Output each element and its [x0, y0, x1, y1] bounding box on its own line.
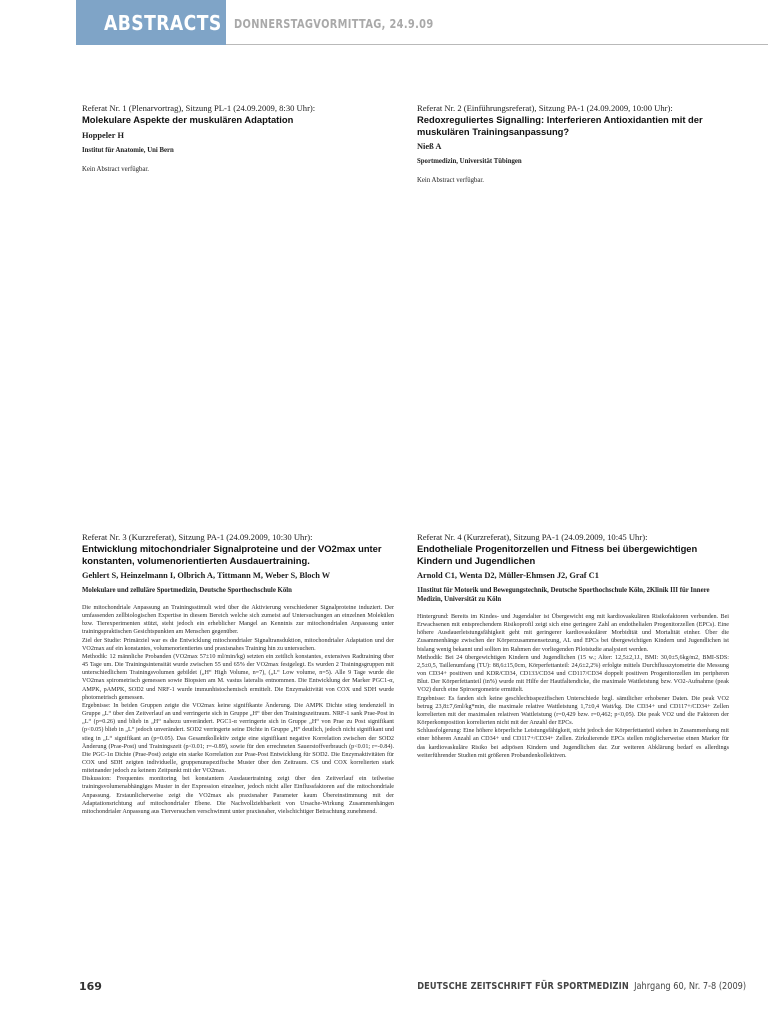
body-paragraph: Die mitochondriale Anpassung an Trainingsstimuli wird über die Aktivierung verschiedener Signalproteine induziert. Der umfassenden zellbiologischen Expertise in diesem Bereich welche sich zumeist auf Untersuchungen an einzelnen Molekülen bzw. Tierexperimenten stützt, steht jedoch ein erheblicher Mangel an Kenntnis zur mitochondrialen Anpassung unter trainingspraktischen Gesichtspunkten am Menschen gegenüber. — [82, 605, 394, 636]
abstract-note: Kein Abstract verfügbar. — [82, 165, 150, 173]
body-paragraph: Methodik: 12 männliche Probanden (VO2max 57±10 ml/min/kg) setzten ein zeitlich konstantes, extensives Radtraining über 45 Tage um. Die Trainingsintensität wurde zwischen 55 und 65% der VO2max festgelegt. Es wurden 2 Trainingsgruppen mit unterschiedlichem Trainingsvolumen gebildet („H“ High Volume, n=7), („L“ Low volume, n=5). Alle 9 Tage wurde die VO2max spirometrisch gemessen sowie Biopsien am M. vastus lateralis entnommen. Die Entwicklung der Marker PGC1-α, AMPK, pAMPK, SOD2 und NRF-1 wurde immunhistochemisch ermittelt. Die Enzymaktivität von COX und SDH wurde photometrisch gemessen. — [82, 653, 394, 701]
body-paragraph: Diskussion: Frequentes monitoring bei konstantem Ausdauertraining zeigt über den Zeitverlauf ein teilweise trainingsvolumenabhängiges Muster in der Expression einzelner, jedoch nicht aller Einflussfaktoren auf die mitochondriale Anpassung. Erstaunlicherweise zeigt die VO2max als praxisnaher Parameter kaum Übereinstimmung mit der Adaptationsrichtung auf mitochondrialer Ebene. Die Nachvollziehbarkeit von Ursache-Wirkung Zusammenhängen mitochondrialer Anpassung aus Tierversuchen verschwimmt unter praxisnaher, vielschichtiger Betrachtung zunehmend. — [82, 776, 394, 815]
abstract-reference: Referat Nr. 1 (Plenarvortrag), Sitzung PL-1 (24.09.2009, 8:30 Uhr): — [82, 103, 316, 113]
abstract-note: Kein Abstract verfügbar. — [417, 177, 485, 184]
abstract-authors: Nieß A — [417, 142, 442, 151]
abstract-institution: 1Institut für Motorik und Bewegungstechnik, Deutsche Sporthochschule Köln, 2Klinik III für Innere Medizin, Universität zu Köln — [417, 587, 710, 603]
abstract-authors: Gehlert S, Heinzelmann I, Olbrich A, Tittmann M, Weber S, Bloch W — [82, 571, 331, 580]
abstract-authors: Arnold C1, Wenta D2, Müller-Ehmsen J2, Graf C1 — [417, 571, 599, 580]
body-paragraph: Methodik: Bei 24 übergewichtigen Kindern und Jugendlichen (15 w.; Alter: 12,5±2,1J., BMI: 30,0±5,6kg/m2, BMI-SDS: 2,5±0,5, Taillenumfang (TU): 88,6±15,0cm, Körperfettanteil: 24,6±2,2%) erfolgte mittels Durchflusszytometrie die Messung von CD34+ positiven und KDR/CD34, CD133/CD34 und CD117/CD34 doppelt positiven Progenitorzellen im peripheren Blut. Der Körperfettanteil (in%) wurde mit Hilfe der Hautfaltendicke, die maximale Wattleistung bzw. VO2-Aufnahme (peak VO2) durch eine Spiroergometrie ermittelt. — [417, 654, 729, 694]
body-paragraph: Ziel der Studie: Primärziel war es die Entwicklung mitochondrialer Signaltransduktion, mitochondrialer Adaptation und der VO2max auf ein konstantes, volumenorientiertes und praxisnahes Training hin zu untersuchen. — [82, 637, 394, 652]
journal-footer — [417, 981, 746, 992]
abstract-2 — [417, 103, 729, 185]
abstract-reference: Referat Nr. 2 (Einführungsreferat), Sitzung PA-1 (24.09.2009, 10:00 Uhr): — [417, 103, 673, 113]
abstract-institution: Institut für Anatomie, Uni Bern — [82, 146, 174, 154]
abstract-institution: Molekulare und zelluläre Sportmedizin, Deutsche Sporthochschule Köln — [82, 587, 292, 594]
abstract-title: Molekulare Aspekte der muskulären Adaptation — [82, 114, 294, 125]
abstract-title: Entwicklung mitochondrialer Signalproteine und der VO2max unter konstanten, volumenorientierten Ausdauertraining. — [82, 543, 382, 566]
abstract-body — [82, 604, 394, 816]
abstract-reference: Referat Nr. 3 (Kurzreferat), Sitzung PA-1 (24.09.2009, 10:30 Uhr): — [82, 532, 313, 542]
abstract-reference: Referat Nr. 4 (Kurzreferat), Sitzung PA-1 (24.09.2009, 10:45 Uhr): — [417, 532, 648, 542]
abstract-3 — [82, 532, 394, 816]
abstract-authors: Hoppeler H — [82, 130, 124, 140]
body-paragraph: Ergebnisse: In beiden Gruppen zeigte die VO2max keine signifikante Änderung. Die AMPK Dichte stieg tendenziell in Gruppe „L“ über den Zeitverlauf an und verringerte sich in Gruppe „H“ über den Trainingszeitraum. NRF-1 sank Prae-Post in „L“ (p=0.26) und blieb in „H“ nahezu unverändert. PGC1-α verringerte sich in Gruppe „H“ von Prae zu Post signifikant (p<0.05) blieb in „L“ jedoch unverändert. SOD2 verringerte seine Dichte in Gruppe „H“ deutlich, jedoch nicht signifikant und stieg in „L“ signifikant an (p=0.05). Das Gesamtkollektiv zeigte eine signifikant negative Korrelation zwischen der SOD2 Änderung (Prae-Post) und Trainingszeit (p<0.01; r=-0.89), sowie für den errechneten Sauerstoffverbrauch (p<0.01; r=-0.84). Die PGC-1α Dichte (Prae-Post) zeigte ein starke Korrelation zur Prae-Post Entwicklung für SOD2. Die Enzymaktivitäten für COX und SDH zeigten individuelle, gruppenunspezifische Muster über den Zeitraum. CS und COX korrelierten stark miteinander jedoch zu keinem Zeitpunkt mit der VO2max. — [82, 702, 394, 775]
abstract-body — [417, 613, 729, 760]
body-paragraph: Hintergrund: Bereits im Kindes- und Jugendalter ist Übergewicht eng mit kardiovaskulären Risikofaktoren verbunden. Bei Erwachsenen mit entsprechendem Risikoprofil zeigt sich eine geringere Zahl an endothelialen Progenitorzellen (EPCs). Eine höhere Ausdauerleistungsfähigkeit geht mit geringerer kardiovaskulärer Morbidität und Mortalität einher. Über die Zusammenhänge zwischen der Körperzusammensetzung, AL und EPCs bei übergewichtigen Kindern und Jugendlichen ist bislang wenig bekannt und sollten im Rahmen der vorliegenden Pilotstudie analysiert werden. — [417, 614, 729, 653]
page-number: 169 — [79, 980, 102, 993]
body-paragraph: Ergebnisse: Es fanden sich keine geschlechtsspezifischen Unterschiede bzgl. sämtlicher erhobener Daten. Die peak VO2 betrug 23,8±7,6ml/kg*min, die maximale relative Wattleistung 1,7±0,4 Watt/kg. Die CD34+ und CD117+/CD34+ Zellen korrelierten mit der maximalen relativen Wattleistung (r=0,429 bzw. r=0,462; p<0,05). Die peak VO2 und die Faktoren der Körperkomposition korrelierten nicht mit der Anzahl der EPCs. — [417, 695, 729, 727]
section-title: ABSTRACTS — [104, 11, 222, 35]
abstract-1 — [82, 103, 394, 174]
body-paragraph: Schlussfolgerung: Eine höhere körperliche Leistungsfähigkeit, nicht jedoch der Körperfettanteil stehen in Zusammenhang mit einer höheren Anzahl an CD34+ und CD117+/CD34+ Zellen. Zirkulierende EPCs stellen möglicherweise einen Marker für das kardiovaskuläre Risiko bei adipösen Kindern und Jugendlichen dar. Zur weiteren Abklärung bedarf es allerdings weiterführender Studien mit größeren Probandenkollektiven. — [417, 728, 729, 759]
header-divider — [226, 44, 768, 45]
header-date: DONNERSTAGVORMITTAG, 24.9.09 — [234, 17, 434, 31]
abstract-title: Endotheliale Progenitorzellen und Fitness bei übergewichtigen Kindern und Jugendlichen — [417, 543, 698, 566]
abstract-institution: Sportmedizin, Universität Tübingen — [417, 158, 522, 165]
journal-name: DEUTSCHE ZEITSCHRIFT FÜR SPORTMEDIZIN — [417, 981, 629, 992]
abstract-4 — [417, 532, 729, 760]
abstract-title: Redoxreguliertes Signalling: Interferieren Antioxidantien mit der muskulären Trainingsanpassung? — [417, 114, 703, 137]
journal-issue: Jahrgang 60, Nr. 7-8 (2009) — [634, 981, 746, 992]
